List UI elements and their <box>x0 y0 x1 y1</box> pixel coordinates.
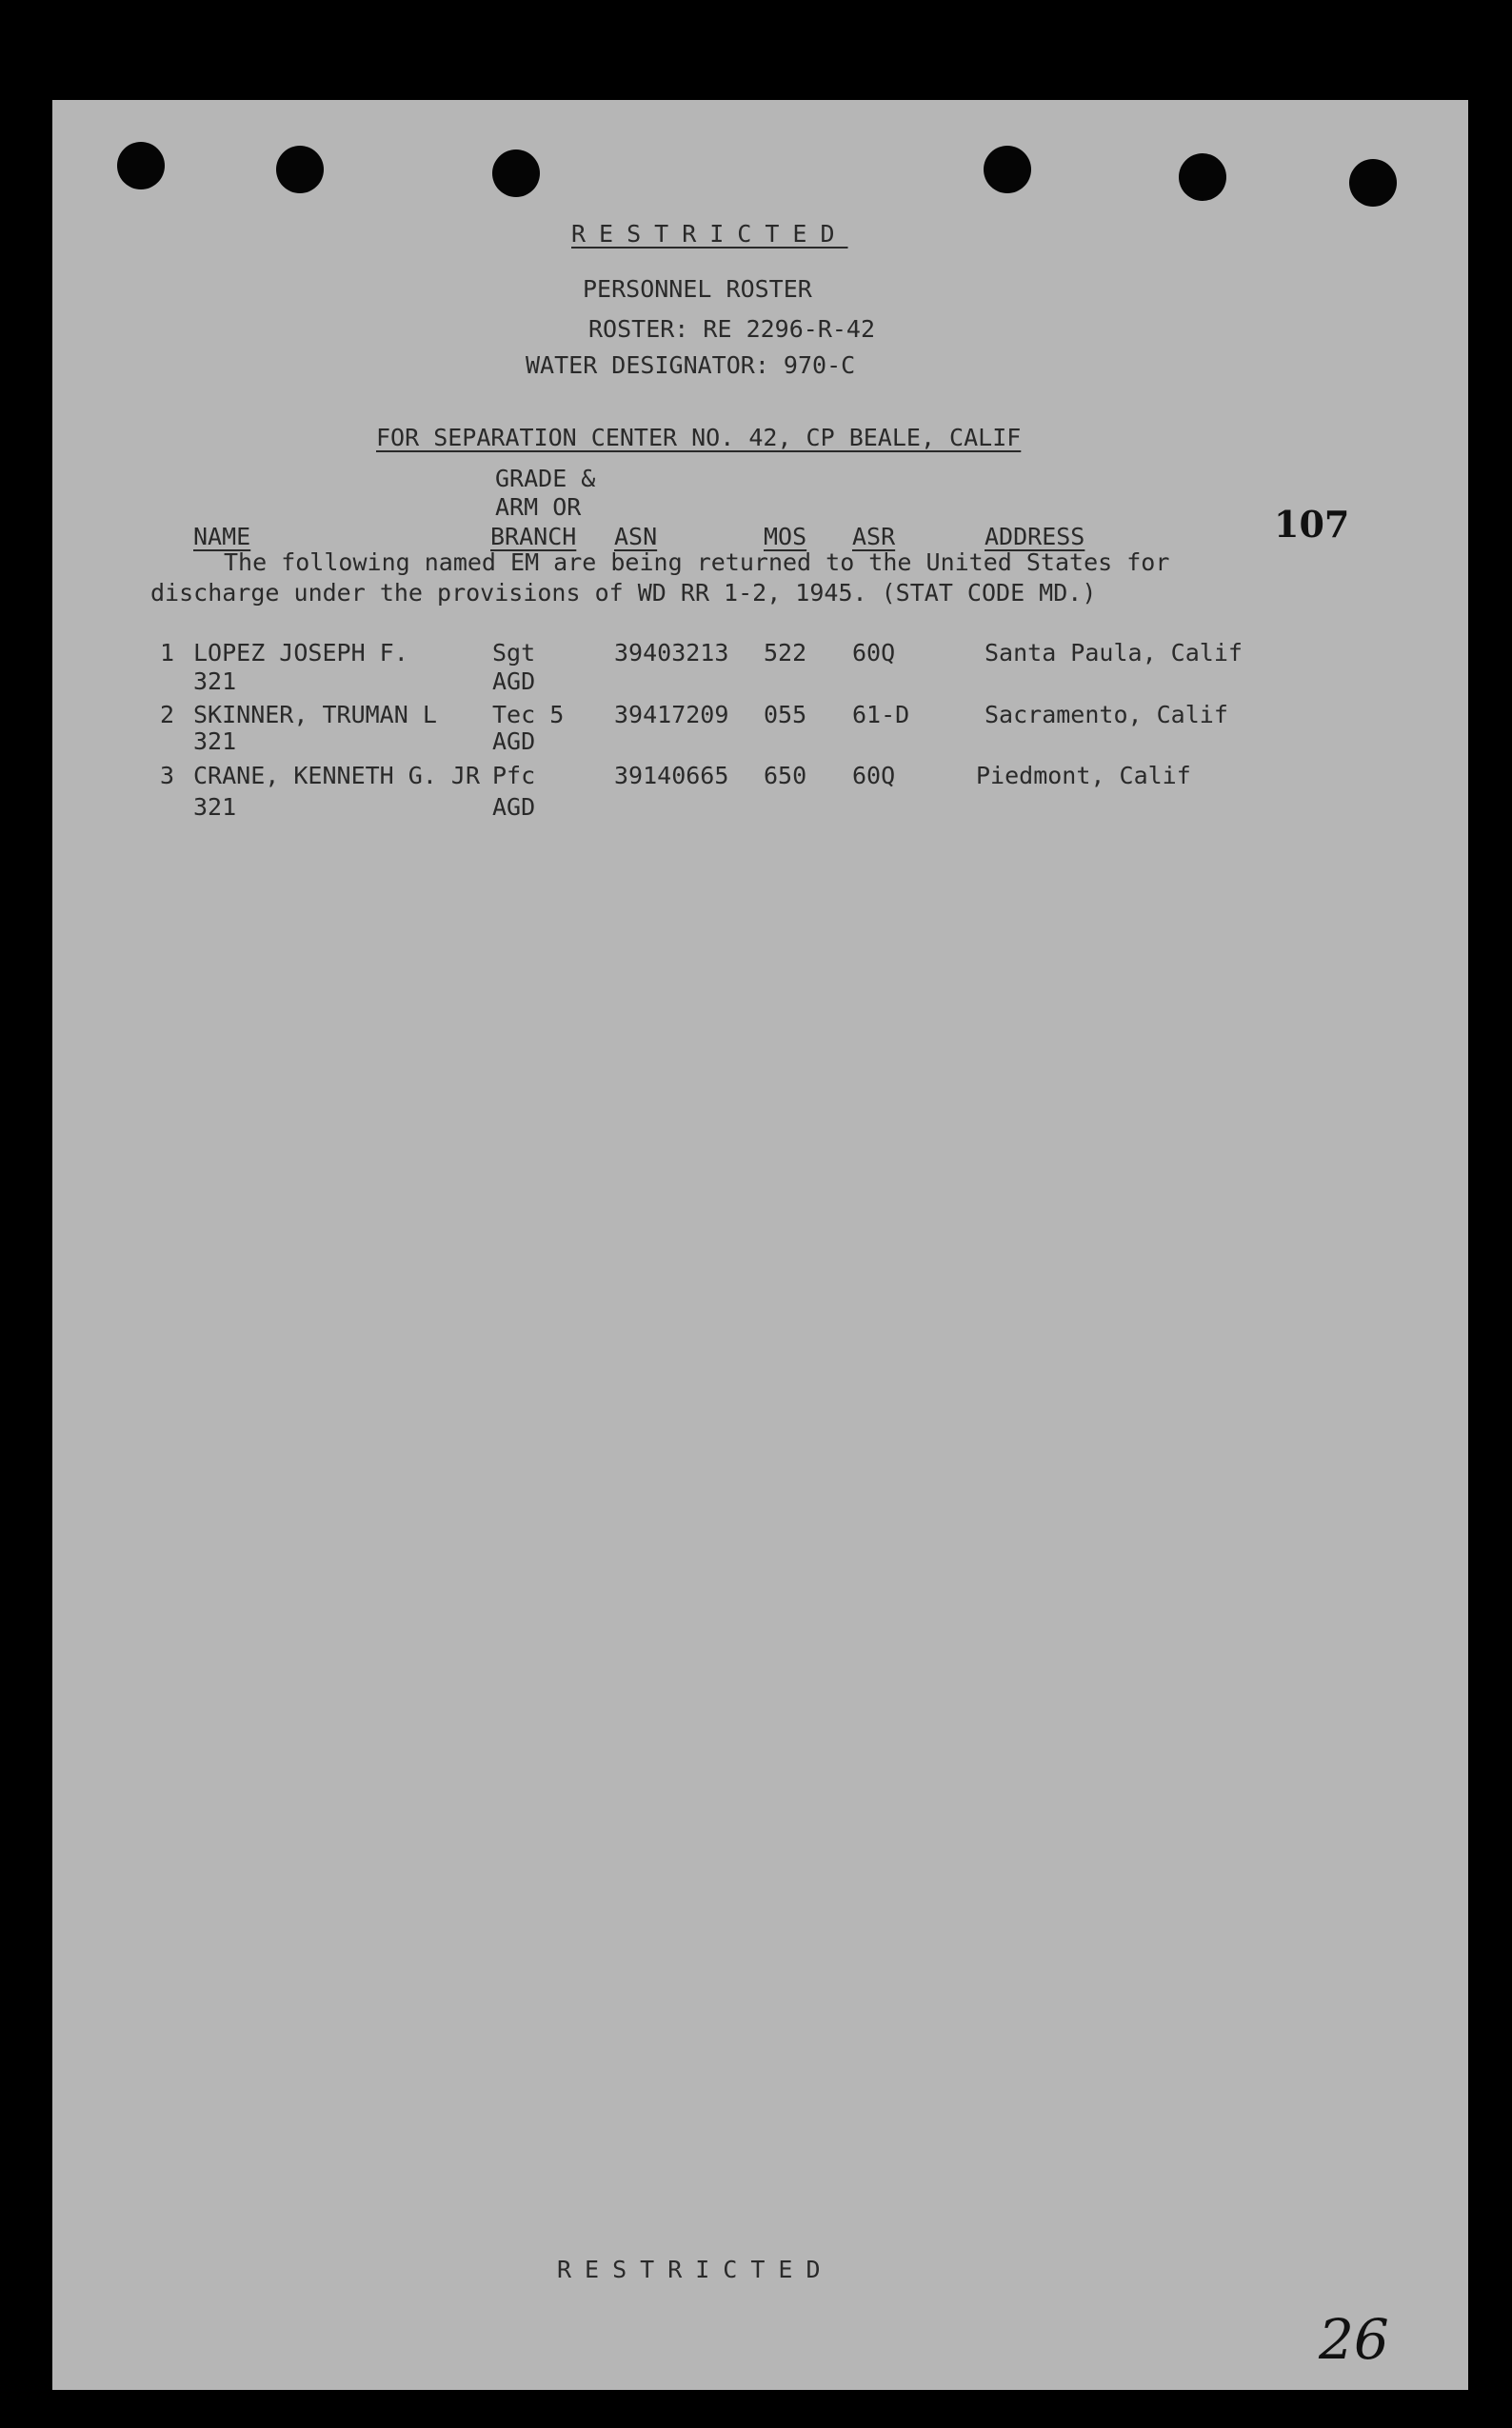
column-header-mos: MOS <box>764 523 807 550</box>
entry-asn: 39140665 <box>614 762 729 789</box>
entry-number: 2 <box>160 701 175 728</box>
punch-hole <box>1179 153 1226 201</box>
entry-grade: Pfc <box>492 762 536 789</box>
intro-line-2: discharge under the provisions of WD RR 1-2, 1945. (STAT CODE MD.) <box>150 579 1097 607</box>
classification-footer: RESTRICTED <box>557 2256 834 2283</box>
intro-line-1: The following named EM are being returned to the United States for <box>224 548 1170 576</box>
punch-hole <box>492 149 540 197</box>
punch-hole <box>984 146 1031 193</box>
entry-code: 321 <box>193 727 237 755</box>
roster-number: ROSTER: RE 2296-R-42 <box>588 315 876 343</box>
entry-grade: Tec 5 <box>492 701 565 728</box>
document-title: PERSONNEL ROSTER <box>583 275 812 303</box>
entry-mos: 650 <box>764 762 807 789</box>
entry-address: Sacramento, Calif <box>985 701 1228 728</box>
entry-asr: 61-D <box>852 701 910 728</box>
entry-mos: 522 <box>764 639 807 667</box>
water-designator: WATER DESIGNATOR: 970-C <box>526 351 856 379</box>
entry-name: LOPEZ JOSEPH F. <box>193 639 408 667</box>
entry-asn: 39417209 <box>614 701 729 728</box>
entry-number: 3 <box>160 762 175 789</box>
entry-name: CRANE, KENNETH G. JR <box>193 762 481 789</box>
column-header-asn: ASN <box>614 523 658 550</box>
entry-address: Piedmont, Calif <box>976 762 1191 789</box>
entry-grade: Sgt <box>492 639 536 667</box>
column-header-branch: BRANCH <box>490 523 577 550</box>
entry-address: Santa Paula, Calif <box>985 639 1243 667</box>
punch-hole <box>276 146 324 193</box>
entry-mos: 055 <box>764 701 807 728</box>
entry-asn: 39403213 <box>614 639 729 667</box>
entry-branch: AGD <box>492 667 536 695</box>
handwritten-page-number: 26 <box>1319 2307 1389 2372</box>
entry-asr: 60Q <box>852 639 896 667</box>
punch-hole <box>1349 159 1397 207</box>
entry-branch: AGD <box>492 727 536 755</box>
grade-header-line1: GRADE & <box>495 465 596 492</box>
separation-center: FOR SEPARATION CENTER NO. 42, CP BEALE, CALIF <box>376 424 1022 451</box>
entry-branch: AGD <box>492 793 536 821</box>
column-header-name: NAME <box>193 523 251 550</box>
entry-code: 321 <box>193 667 237 695</box>
entry-number: 1 <box>160 639 175 667</box>
entry-code: 321 <box>193 793 237 821</box>
punch-hole <box>117 142 165 189</box>
document-page <box>52 100 1468 2390</box>
entry-name: SKINNER, TRUMAN L <box>193 701 437 728</box>
classification-header: RESTRICTED <box>571 220 848 248</box>
entry-asr: 60Q <box>852 762 896 789</box>
grade-header-line2: ARM OR <box>495 493 582 521</box>
column-header-address: ADDRESS <box>985 523 1085 550</box>
column-header-asr: ASR <box>852 523 896 550</box>
page-stamp: 107 <box>1274 503 1350 546</box>
